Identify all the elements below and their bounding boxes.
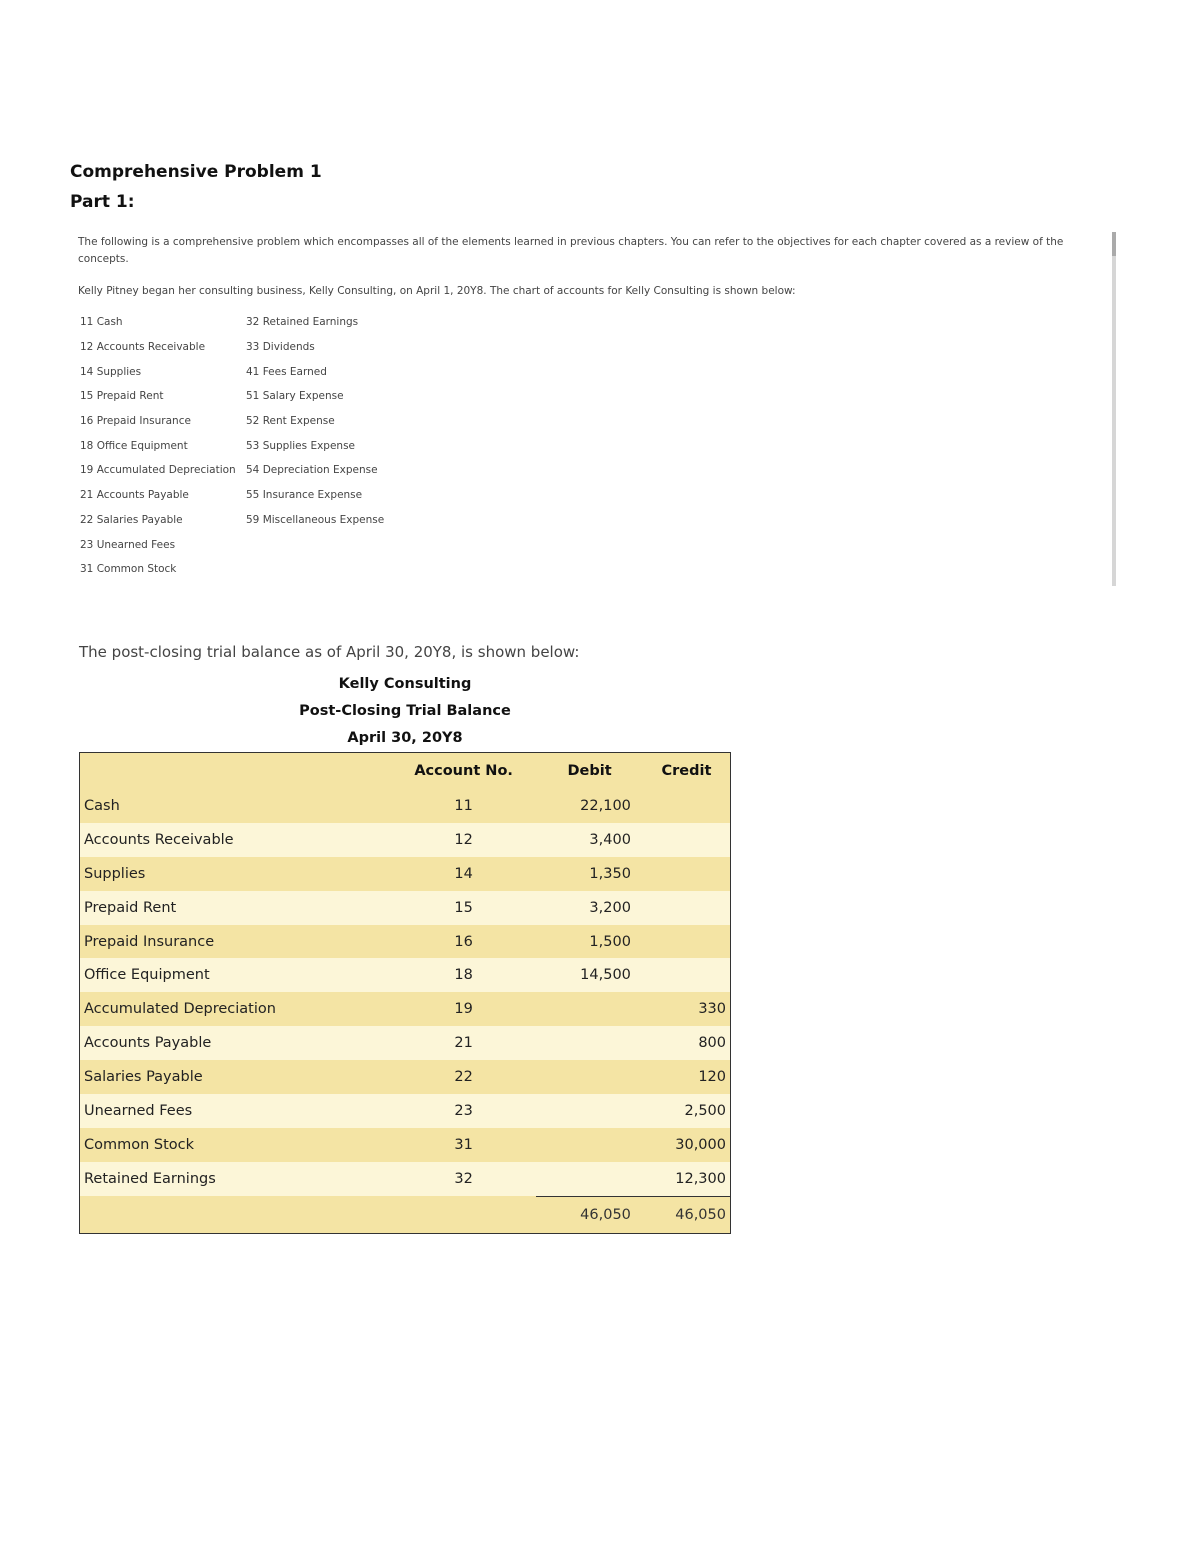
coa-account: 21 Accounts Payable (80, 489, 189, 502)
credit-amount (643, 925, 731, 959)
coa-account (246, 557, 446, 582)
credit-amount (643, 823, 731, 857)
table-row (80, 789, 731, 823)
scrollbar[interactable] (1112, 232, 1116, 586)
trial-balance-table (79, 752, 731, 1234)
coa-account: 12 Accounts Receivable (80, 341, 206, 354)
coa-account: 54 Depreciation Expense (246, 464, 378, 477)
credit-amount: 800 (643, 1026, 731, 1060)
coa-row (80, 359, 446, 384)
chart-of-accounts-intro: Kelly Pitney began her consulting business, Kelly Consulting, on April 1, 20Y8. The chart of accounts for Kelly Consulting is shown below: (78, 285, 796, 297)
coa-account (246, 532, 446, 557)
credit-amount: 120 (643, 1060, 731, 1094)
coa-row (80, 335, 446, 360)
header-account-no: Account No. (391, 753, 536, 790)
account-name: Unearned Fees (80, 1094, 391, 1128)
coa-row (80, 557, 446, 582)
part-label: Part 1: (70, 192, 135, 212)
account-no: 12 (391, 823, 536, 857)
table-row (80, 891, 731, 925)
trial-balance-title: Post-Closing Trial Balance (299, 703, 511, 719)
table-row (80, 1162, 731, 1196)
table-row (80, 958, 731, 992)
account-no: 23 (391, 1094, 536, 1128)
table-row (80, 1128, 731, 1162)
table-row (80, 857, 731, 891)
account-no: 16 (391, 925, 536, 959)
coa-row (80, 433, 446, 458)
debit-amount: 22,100 (536, 789, 643, 823)
debit-amount (536, 1128, 643, 1162)
table-row (80, 1026, 731, 1060)
credit-amount (643, 857, 731, 891)
account-no: 15 (391, 891, 536, 925)
account-name: Accounts Payable (80, 1026, 391, 1060)
account-name: Prepaid Insurance (80, 925, 391, 959)
coa-account: 52 Rent Expense (246, 415, 335, 428)
coa-row (80, 384, 446, 409)
debit-amount: 14,500 (536, 958, 643, 992)
debit-amount: 3,200 (536, 891, 643, 925)
debit-amount (536, 1060, 643, 1094)
table-row (80, 925, 731, 959)
credit-amount: 2,500 (643, 1094, 731, 1128)
account-name: Salaries Payable (80, 1060, 391, 1094)
trial-balance-date: April 30, 20Y8 (347, 730, 463, 746)
account-name: Accumulated Depreciation (80, 992, 391, 1026)
scroll-thumb[interactable] (1112, 232, 1116, 256)
total-debit: 46,050 (536, 1196, 643, 1233)
credit-amount (643, 958, 731, 992)
coa-account: 11 Cash (80, 316, 123, 329)
coa-row (80, 532, 446, 557)
coa-account: 32 Retained Earnings (246, 316, 359, 329)
coa-account: 41 Fees Earned (246, 365, 327, 378)
header-account-name (80, 753, 391, 790)
account-no: 18 (391, 958, 536, 992)
coa-account: 18 Office Equipment (80, 439, 188, 452)
debit-amount: 1,350 (536, 857, 643, 891)
coa-row (80, 310, 446, 335)
account-no: 21 (391, 1026, 536, 1060)
account-no: 32 (391, 1162, 536, 1196)
account-name: Supplies (80, 857, 391, 891)
debit-amount (536, 1026, 643, 1060)
table-row (80, 992, 731, 1026)
total-credit: 46,050 (643, 1196, 731, 1233)
coa-account: 59 Miscellaneous Expense (246, 513, 385, 526)
credit-amount: 12,300 (643, 1162, 731, 1196)
account-no: 11 (391, 789, 536, 823)
header-credit: Credit (643, 753, 731, 790)
table-row (80, 1094, 731, 1128)
coa-account: 33 Dividends (246, 341, 315, 354)
coa-account: 19 Accumulated Depreciation (80, 464, 236, 477)
account-no: 19 (391, 992, 536, 1026)
debit-amount (536, 1094, 643, 1128)
coa-account: 16 Prepaid Insurance (80, 415, 191, 428)
post-closing-intro: The post-closing trial balance as of April 30, 20Y8, is shown below: (79, 643, 580, 661)
credit-amount: 30,000 (643, 1128, 731, 1162)
header-debit: Debit (536, 753, 643, 790)
debit-amount: 3,400 (536, 823, 643, 857)
coa-row (80, 508, 446, 533)
account-no: 31 (391, 1128, 536, 1162)
coa-account: 15 Prepaid Rent (80, 390, 164, 403)
coa-account: 51 Salary Expense (246, 390, 344, 403)
credit-amount (643, 891, 731, 925)
debit-amount: 1,500 (536, 925, 643, 959)
coa-row (80, 458, 446, 483)
coa-account: 55 Insurance Expense (246, 489, 363, 502)
table-row (80, 1060, 731, 1094)
account-name: Retained Earnings (80, 1162, 391, 1196)
account-no: 14 (391, 857, 536, 891)
coa-account: 31 Common Stock (80, 563, 177, 576)
credit-amount (643, 789, 731, 823)
coa-account: 14 Supplies (80, 365, 142, 378)
table-header-row (80, 753, 731, 790)
debit-amount (536, 992, 643, 1026)
account-no: 22 (391, 1060, 536, 1094)
problem-title: Comprehensive Problem 1 (70, 162, 322, 182)
account-name: Common Stock (80, 1128, 391, 1162)
coa-row (80, 483, 446, 508)
account-name: Cash (80, 789, 391, 823)
credit-amount: 330 (643, 992, 731, 1026)
account-name: Accounts Receivable (80, 823, 391, 857)
coa-account: 23 Unearned Fees (80, 538, 176, 551)
totals-row (80, 1196, 731, 1233)
debit-amount (536, 1162, 643, 1196)
coa-account: 53 Supplies Expense (246, 439, 356, 452)
trial-balance-company: Kelly Consulting (338, 676, 472, 692)
account-name: Prepaid Rent (80, 891, 391, 925)
intro-paragraph: The following is a comprehensive problem which encompasses all of the elements learned in previous chapters. You can refer to the objectives for each chapter covered as a review of the concepts. (78, 236, 1064, 265)
table-row (80, 823, 731, 857)
coa-account: 22 Salaries Payable (80, 513, 183, 526)
coa-row (80, 409, 446, 434)
chart-of-accounts (80, 310, 446, 582)
account-name: Office Equipment (80, 958, 391, 992)
